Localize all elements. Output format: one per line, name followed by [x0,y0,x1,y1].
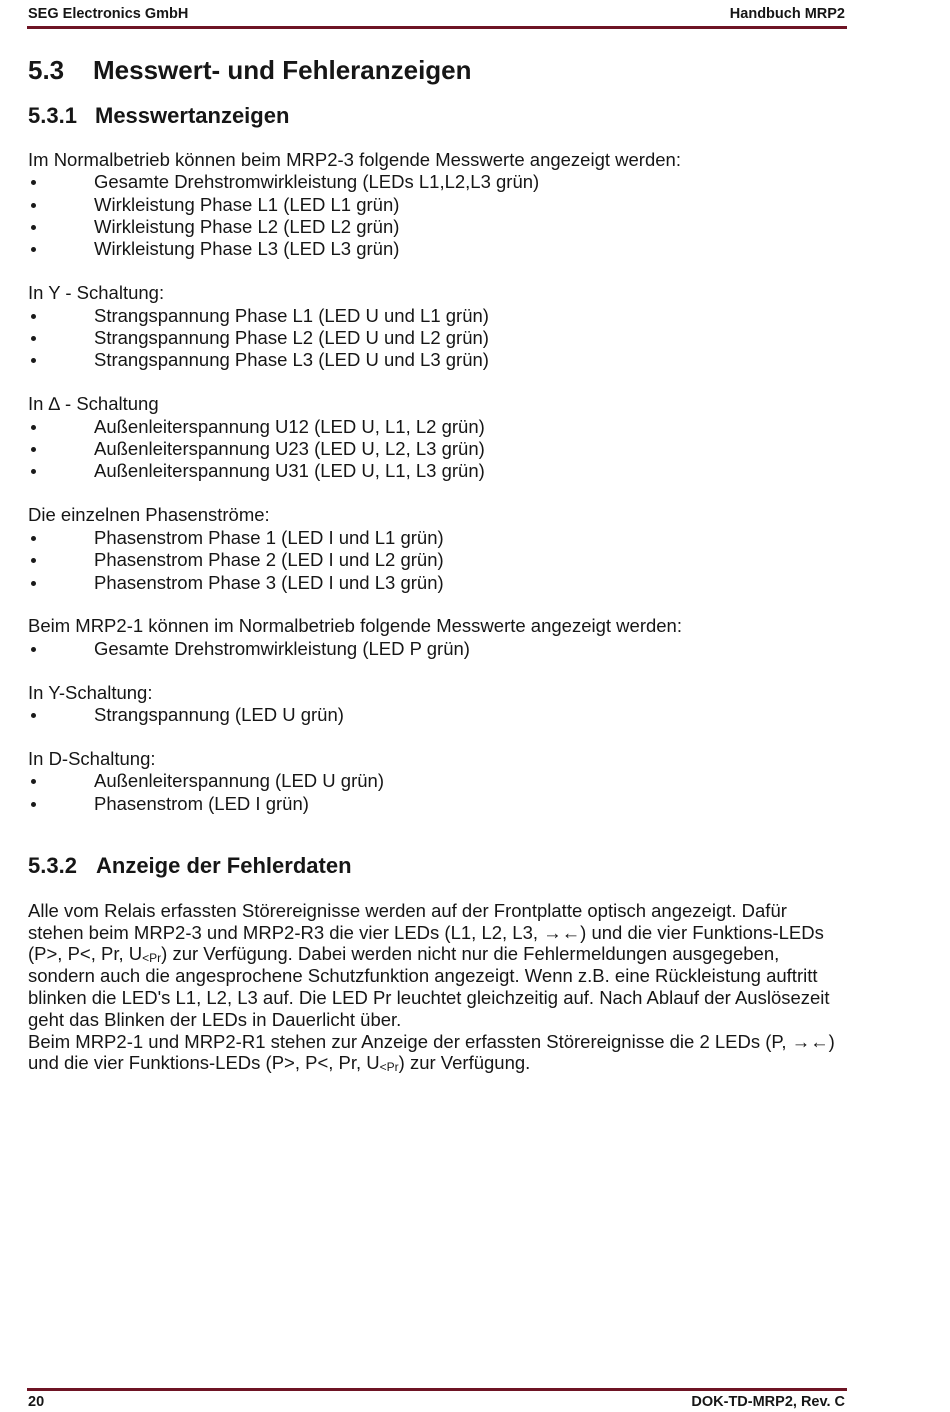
list-item [28,194,848,216]
group-delta-schaltung [28,393,848,483]
page-number: 20 [28,1394,45,1410]
bullet-icon [28,572,94,594]
list-item-text: Strangspannung (LED U grün) [94,704,344,726]
list-item [28,638,848,660]
list-item [28,770,848,792]
page-footer [28,1393,845,1411]
header-company: SEG Electronics GmbH [28,6,189,22]
list-item [28,238,848,260]
header-rule [27,26,847,29]
subsection-title: Anzeige der Fehlerdaten [96,852,352,878]
bullet-icon [28,349,94,371]
list-item-text: Phasenstrom Phase 3 (LED I und L3 grün) [94,571,444,593]
list-item [28,349,848,371]
line-text: ) zur Verfügung. Dabei werden nicht nur die Fehlermeldungen ausgegeben, [161,943,780,965]
section-title: Messwert- und Fehleranzeigen [93,55,472,85]
list-item [28,171,848,193]
paragraph-line: Beim MRP2-1 und MRP2-R1 stehen zur Anzeige der erfassten Störereignisse die 2 LEDs (P, →←) [28,1030,835,1052]
group-phasenstroeme [28,504,848,594]
bullet-list [28,638,848,660]
bullet-icon [28,238,94,260]
subsection-heading-fehlerdaten [28,851,848,881]
list-item-text: Außenleiterspannung (LED U grün) [94,770,384,792]
bullet-list [28,704,848,726]
paragraph-line: sondern auch die angesprochene Schutzfunktion angezeigt. Wenn z.B. eine Rückleistung auftritt [28,965,818,987]
list-item-text: Außenleiterspannung U12 (LED U, L1, L2 grün) [94,415,485,437]
bullet-icon [28,460,94,482]
footer-rule [27,1388,847,1391]
group-intro: In ∆ - Schaltung [28,393,159,415]
list-item-text: Wirkleistung Phase L3 (LED L3 grün) [94,238,400,260]
section-heading [28,52,848,88]
bullet-list [28,305,848,372]
bullet-icon [28,327,94,349]
list-item [28,460,848,482]
list-item [28,438,848,460]
list-item-text: Phasenstrom (LED I grün) [94,792,309,814]
group-intro: In Y-Schaltung: [28,681,153,703]
bullet-icon [28,638,94,660]
paragraph-line: Alle vom Relais erfassten Störereignisse werden auf der Frontplatte optisch angezeigt. Dafür [28,899,787,921]
bullet-icon [28,194,94,216]
bullet-icon [28,438,94,460]
measurement-groups [28,149,848,815]
list-item [28,216,848,238]
paragraph-line: geht das Blinken der LEDs in Dauerlicht über. [28,1008,402,1030]
document-id: DOK-TD-MRP2, Rev. C [691,1394,845,1410]
bullet-icon [28,416,94,438]
bullet-icon [28,793,94,815]
paragraph-line [28,943,848,965]
line-text: (P>, P<, Pr, U [28,943,143,965]
paragraph-line: blinken die LED's L1, L2, L3 auf. Die LED Pr leuchtet gleichzeitig auf. Nach Ablauf der Auslösezeit [28,987,830,1009]
list-item-text: Strangspannung Phase L2 (LED U und L2 grün) [94,327,489,349]
subsection-title: Messwertanzeigen [95,103,290,128]
bullet-icon [28,171,94,193]
group-mrp2-3-normal [28,149,848,261]
list-item [28,704,848,726]
bullet-list [28,527,848,594]
line-text: und die vier Funktions-LEDs (P>, P<, Pr, U [28,1052,380,1074]
group-intro: In D-Schaltung: [28,748,156,769]
list-item-text: Außenleiterspannung U31 (LED U, L1, L3 grün) [94,460,485,482]
list-item-text: Gesamte Drehstromwirkleistung (LED P grün) [94,637,470,659]
list-item [28,572,848,594]
subsection-number: 5.3.2 [28,852,77,878]
bullet-icon [28,770,94,792]
line-text: ) zur Verfügung. [398,1052,531,1074]
fehlerdaten-paragraph [28,900,848,1074]
group-intro: Die einzelnen Phasenströme: [28,504,270,526]
list-item-text: Wirkleistung Phase L1 (LED L1 grün) [94,193,400,215]
list-item [28,527,848,549]
group-intro: Beim MRP2-1 können im Normalbetrieb folgende Messwerte angezeigt werden: [28,615,682,637]
list-item-text: Strangspannung Phase L1 (LED U und L1 grün) [94,304,489,326]
bullet-icon [28,305,94,327]
paragraph-line [28,1052,848,1074]
list-item-text: Phasenstrom Phase 1 (LED I und L1 grün) [94,526,444,548]
bullet-list [28,770,848,815]
header-manual-title: Handbuch MRP2 [729,6,845,22]
list-item-text: Außenleiterspannung U23 (LED U, L2, L3 grün) [94,438,485,460]
bullet-list [28,416,848,483]
page-header [28,5,845,23]
group-mrp2-1-y-schaltung [28,682,848,727]
group-mrp2-1-normal [28,615,848,660]
list-item [28,549,848,571]
bullet-icon [28,527,94,549]
list-item [28,327,848,349]
subscript-text: <Pr [379,1060,399,1075]
subsection-number: 5.3.1 [28,103,77,128]
group-mrp2-1-d-schaltung [28,748,848,815]
bullet-icon [28,704,94,726]
list-item [28,305,848,327]
list-item [28,793,848,815]
list-item-text: Strangspannung Phase L3 (LED U und L3 grün) [94,349,489,371]
group-intro: In Y - Schaltung: [28,282,165,304]
bullet-icon [28,216,94,238]
list-item [28,416,848,438]
bullet-list [28,171,848,261]
subscript-text: <Pr [142,951,162,966]
list-item-text: Wirkleistung Phase L2 (LED L2 grün) [94,215,400,237]
paragraph-line: stehen beim MRP2-3 und MRP2-R3 die vier LEDs (L1, L2, L3, →←) und die vier Funktions-LEDs [28,921,824,943]
list-item-text: Gesamte Drehstromwirkleistung (LEDs L1,L2,L3 grün) [94,171,540,193]
bullet-icon [28,549,94,571]
section-number: 5.3 [28,55,65,85]
page-content [28,52,848,1074]
list-item-text: Phasenstrom Phase 2 (LED I und L2 grün) [94,549,444,571]
group-intro: Im Normalbetrieb können beim MRP2-3 folgende Messwerte angezeigt werden: [28,148,681,170]
subsection-heading-messwertanzeigen [28,101,848,131]
group-y-schaltung [28,282,848,372]
